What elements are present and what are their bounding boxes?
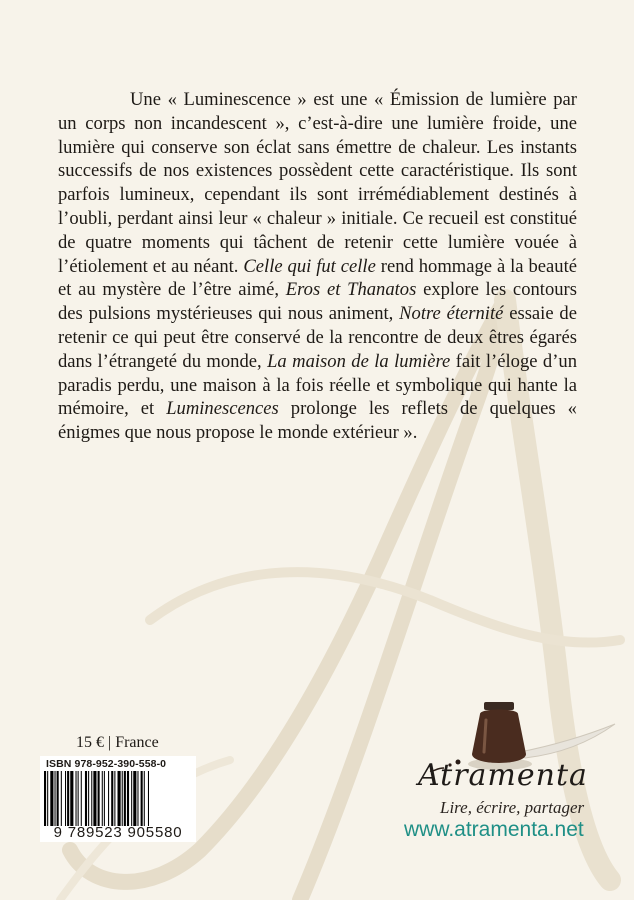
barcode-bars [40, 771, 196, 826]
publisher-tagline: Lire, écrire, partager [440, 798, 585, 817]
barcode-bar [65, 771, 66, 826]
barcode-bar [102, 771, 103, 826]
barcode-bar [114, 771, 115, 826]
barcode-bar [47, 771, 48, 826]
barcode-bar [141, 771, 143, 826]
barcode-bar [81, 771, 82, 826]
barcode-bar [70, 771, 73, 826]
barcode-bar [131, 771, 132, 826]
barcode-bar [55, 771, 56, 826]
isbn-label: ISBN 978-952-390-558-0 [46, 758, 167, 770]
barcode-bar [98, 771, 100, 826]
barcode-bar [104, 771, 105, 826]
publisher-block [400, 694, 620, 874]
barcode-bar [76, 771, 77, 826]
barcode-bar [111, 771, 113, 826]
isbn-barcode [40, 756, 196, 842]
barcode-bar [67, 771, 69, 826]
section-title-2: Eros et Thanatos [285, 279, 417, 301]
barcode-bar [122, 771, 123, 826]
barcode-bar [93, 771, 96, 826]
barcode-bar [85, 771, 87, 826]
barcode-bar [148, 771, 149, 826]
publisher-name: Atramenta [418, 758, 588, 793]
blurb-intro: Une « Luminescence » est une « Émission de lumière par un corps non incandescent », c’est-à-dire une lumière froide, une lumière qui conserve son éclat sans émettre de chaleur. Les instants successifs de nos existences possèdent cette caractéristique. Ils sont parfois lumineux, cependant ils sont irrémédiablement destinés à l’oubli, perdant ainsi leur « chaleur » initiale. Ce recueil est constitué de quatre moments qui tâchent de retenir cette lumière vouée à l’étiolement et au néant. [58, 89, 577, 277]
section-desc-3: essaie de retenir ce qui peut être conservé de la rencontre de deux êtres égarés dans l’étrangeté du monde, [58, 303, 577, 372]
section-title-3: Notre éternité [399, 303, 504, 325]
section-desc-1: rend hommage à la beauté et au mystère de l’être aimé, [58, 255, 577, 301]
barcode-bar [118, 771, 121, 826]
barcode-bar [133, 771, 136, 826]
barcode-bar [108, 771, 109, 826]
section-title-1: Celle qui fut celle [243, 255, 376, 277]
section-title-5: Luminescences [166, 398, 279, 420]
barcode-bar [88, 771, 89, 826]
barcode-bar [78, 771, 79, 826]
barcode-bar [50, 771, 53, 826]
back-cover-blurb [58, 88, 577, 445]
price-label: 15 € | France [76, 734, 159, 751]
section-desc-5: prolonge les reflets de quelques « énigmes que nous propose le monde extérieur ». [58, 398, 577, 444]
publisher-website-link[interactable]: www.atramenta.net [404, 818, 584, 841]
barcode-bar [137, 771, 138, 826]
barcode-bar [57, 771, 59, 826]
barcode-bar [144, 771, 145, 826]
barcode-bar [124, 771, 126, 826]
section-desc-2: explore les contours des pulsions mystérieuses qui nous animent, [58, 279, 577, 325]
section-title-4: La maison de la lumière [267, 350, 451, 372]
section-desc-4: fait l’éloge d’un paradis perdu, une maison à la fois réelle et symbolique qui hante la mémoire, et [58, 350, 577, 420]
barcode-bar [44, 771, 46, 826]
barcode-bar [91, 771, 92, 826]
barcode-digits: 9 789523 905580 [53, 824, 183, 841]
barcode-bar [127, 771, 129, 826]
barcode-bar [61, 771, 62, 826]
